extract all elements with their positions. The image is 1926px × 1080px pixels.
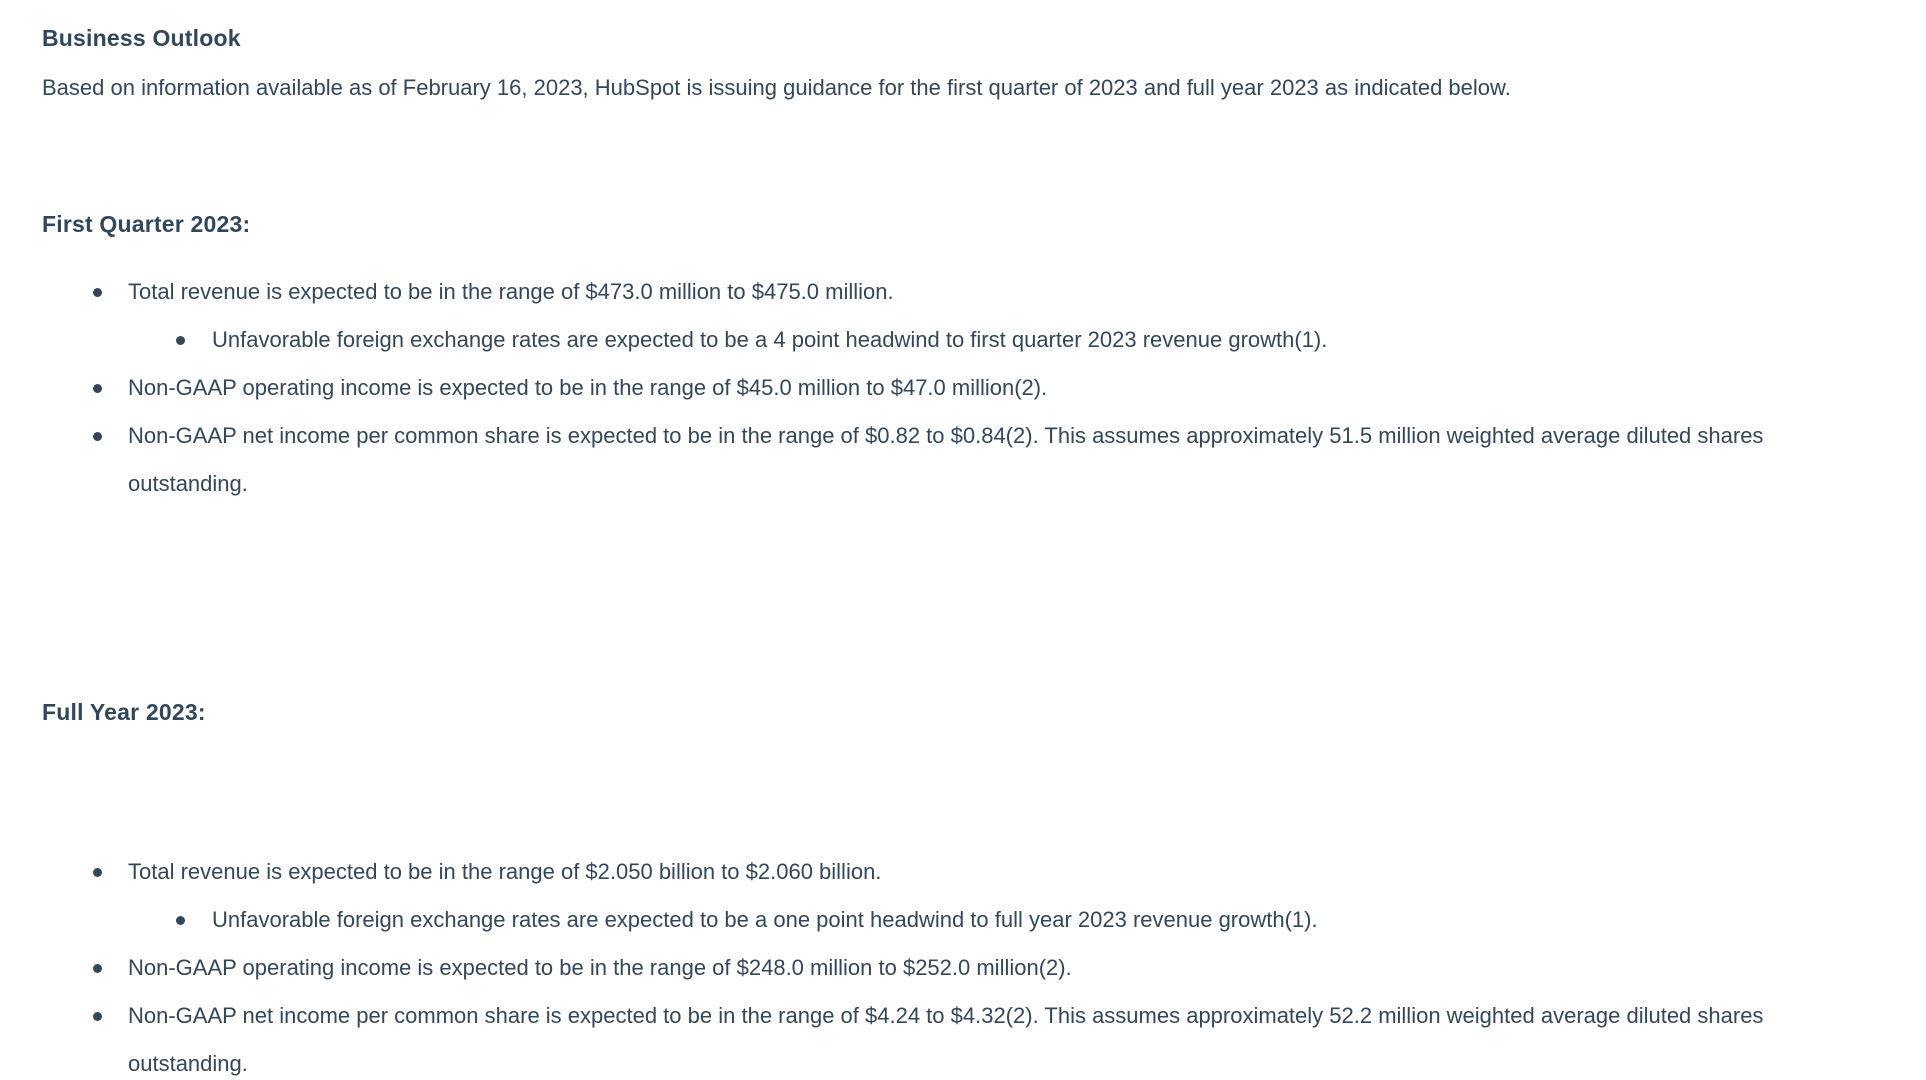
bullet-text: Unfavorable foreign exchange rates are expected to be a one point headwind to full year 2023 revenue growth(1). — [212, 907, 1318, 932]
bullet-icon — [93, 384, 102, 393]
bullet-text: Unfavorable foreign exchange rates are expected to be a 4 point headwind to first quarter 2023 revenue growth(1). — [212, 327, 1328, 352]
list-item — [42, 412, 1832, 508]
list-item — [42, 364, 1832, 412]
bullet-icon — [93, 964, 102, 973]
bullet-icon — [93, 868, 102, 877]
bullet-icon — [93, 1012, 102, 1021]
bullet-text: Non-GAAP operating income is expected to be in the range of $248.0 million to $252.0 million(2). — [128, 955, 1072, 980]
guidance-section — [42, 210, 1884, 508]
list-item — [42, 848, 1832, 896]
bullet-list — [42, 848, 1832, 1080]
list-item — [42, 316, 1832, 364]
bullet-icon — [176, 336, 185, 345]
intro-paragraph: Based on information available as of February 16, 2023, HubSpot is issuing guidance for the first quarter of 2023 and full year 2023 as indicated below. — [42, 75, 1511, 100]
guidance-sections — [42, 210, 1884, 1080]
bullet-text: Non-GAAP operating income is expected to be in the range of $45.0 million to $47.0 million(2). — [128, 375, 1048, 400]
bullet-icon — [93, 432, 102, 441]
list-item — [42, 896, 1832, 944]
bullet-text: Total revenue is expected to be in the range of $473.0 million to $475.0 million. — [128, 279, 894, 304]
section-heading: Full Year 2023: — [42, 699, 206, 725]
list-item — [42, 268, 1832, 316]
bullet-list — [42, 268, 1832, 508]
section-heading: First Quarter 2023: — [42, 211, 251, 237]
list-item — [42, 944, 1832, 992]
list-item — [42, 992, 1832, 1080]
bullet-text: Non-GAAP net income per common share is expected to be in the range of $4.24 to $4.32(2). This assumes approximately 52.2 million weighted average diluted shares outstanding. — [128, 1003, 1764, 1076]
bullet-text: Total revenue is expected to be in the range of $2.050 billion to $2.060 billion. — [128, 859, 882, 884]
bullet-text: Non-GAAP net income per common share is expected to be in the range of $0.82 to $0.84(2). This assumes approximately 51.5 million weighted average diluted shares outstanding. — [128, 423, 1764, 496]
page-title: Business Outlook — [42, 25, 241, 51]
bullet-icon — [93, 288, 102, 297]
bullet-icon — [176, 916, 185, 925]
guidance-section — [42, 698, 1884, 1080]
